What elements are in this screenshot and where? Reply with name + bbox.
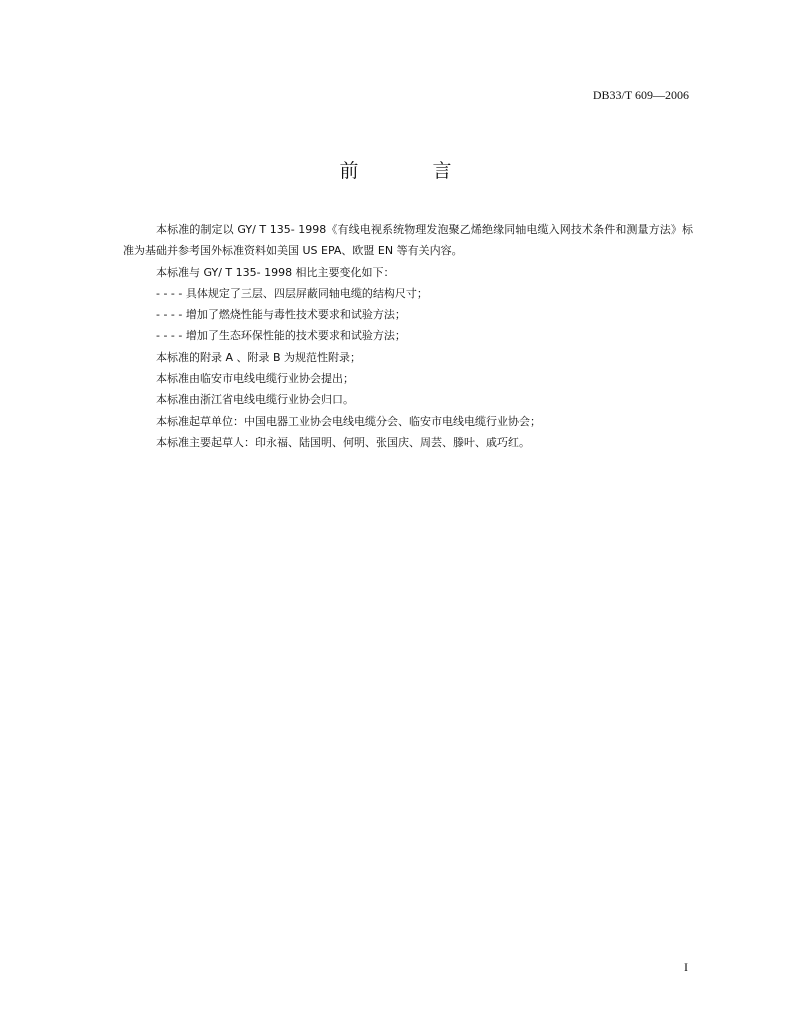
paragraph-changes-intro: 本标准与 GY/ T 135- 1998 相比主要变化如下： [156,265,395,279]
paragraph-drafting-units: 本标准起草单位：中国电器工业协会电线电缆分会、临安市电线电缆行业协会； [156,414,541,428]
paragraph-administrator: 本标准由浙江省电线电缆行业协会归口。 [156,393,354,407]
paragraph-basis: 本标准的制定以 GY/ T 135- 1998《有线电视系统物理发泡聚乙烯绝缘同轴电缆入网技术条件和测量方法》标准为基础并参考国外标准资料如美国 US EPA、欧盟 EN 等有关内容。 [123,223,693,258]
paragraph-appendix: 本标准的附录 A 、附录 B 为规范性附录； [156,350,362,364]
paragraph-drafters: 本标准主要起草人：印永福、陆国明、何明、张国庆、周芸、滕叶、戚巧红。 [156,435,530,449]
document-code: DB33/T 609—2006 [592,88,689,102]
foreword-body [123,219,693,453]
list-item-combustion: - - - - 增加了燃烧性能与毒性技术要求和试验方法； [156,308,406,322]
list-item-structure: - - - - 具体规定了三层、四层屏蔽同轴电缆的结构尺寸； [156,286,428,300]
page-number: I [684,960,688,974]
page-title: 前 言 [339,160,486,182]
list-item-ecology: - - - - 增加了生态环保性能的技术要求和试验方法； [156,329,406,343]
paragraph-proposer: 本标准由临安市电线电缆行业协会提出； [156,372,354,386]
